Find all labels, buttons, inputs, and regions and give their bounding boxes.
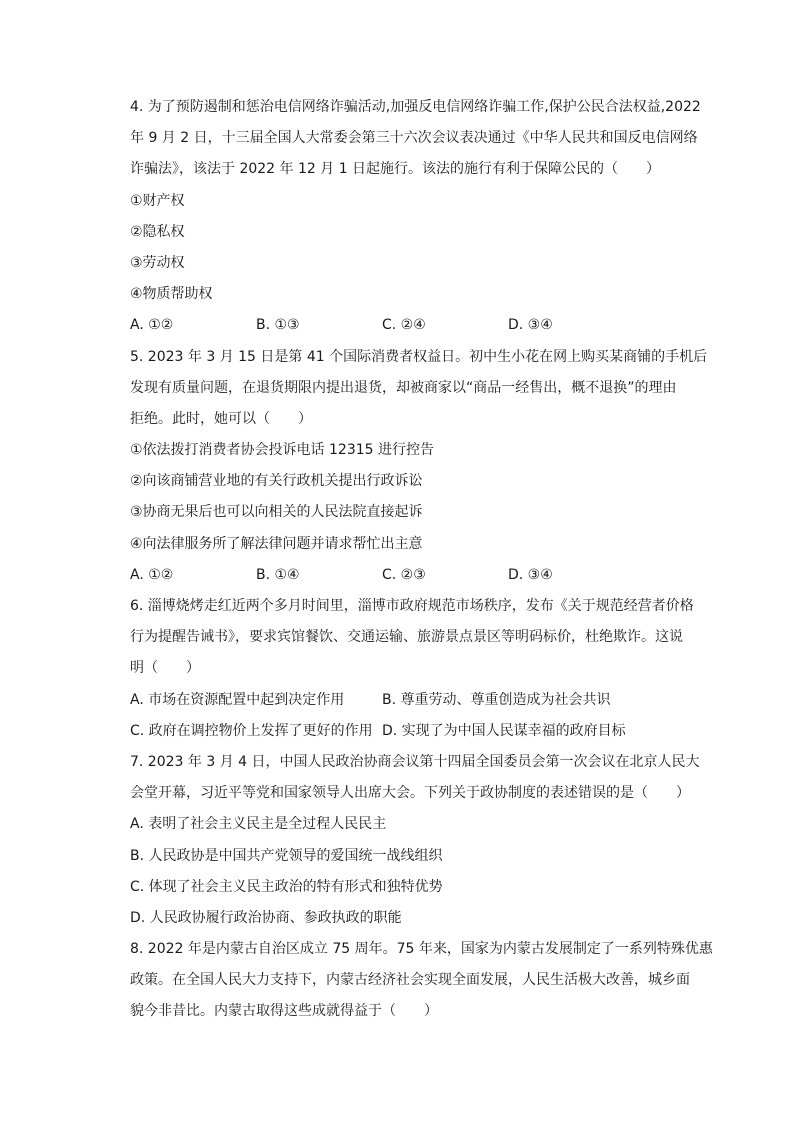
question-5-stem-line-3: 拒绝。此时，她可以（ ） bbox=[130, 410, 312, 427]
question-4-options bbox=[130, 310, 690, 341]
question-5-item-1: ①依法拨打消费者协会投诉电话 12315 进行控告 bbox=[130, 442, 434, 459]
question-list bbox=[130, 92, 713, 1028]
question-8-stem-line-2: 政策。在全国人民大力支持下，内蒙古经济社会实现全面发展，人民生活极大改善，城乡面 bbox=[130, 972, 690, 989]
question-6 bbox=[130, 591, 694, 747]
question-6-stem-line-1: 6. 淄博烧烤走红近两个多月时间里，淄博市政府规范市场秩序，发布《关于规范经营者价格 bbox=[130, 598, 694, 614]
question-6-option-c: C. 政府在调控物价上发挥了更好的作用 bbox=[130, 722, 373, 739]
question-4-item-2: ②隐私权 bbox=[130, 223, 185, 240]
question-6-option-b: B. 尊重劳动、尊重创造成为社会共识 bbox=[382, 691, 611, 708]
question-6-stem-line-2: 行为提醒告诫书》，要求宾馆餐饮、交通运输、旅游景点景区等明码标价，杜绝欺诈。这说 bbox=[130, 629, 683, 646]
question-4-stem-line-3: 诈骗法》，该法于 2022 年 12 月 1 日起施行。该法的施行有利于保障公民的（ ） bbox=[130, 161, 661, 178]
question-4 bbox=[130, 92, 701, 342]
question-7-option-b: B. 人民政协是中国共产党领导的爱国统一战线组织 bbox=[130, 847, 443, 864]
question-4-stem-line-2: 年 9 月 2 日，十三届全国人大常委会第三十六次会议表决通过《中华人民共和国反电信网络 bbox=[130, 130, 698, 147]
question-7-option-a: A. 表明了社会主义民主是全过程人民民主 bbox=[130, 816, 387, 833]
question-6-options-row-2 bbox=[130, 716, 690, 747]
question-4-stem-line-1: 4. 为了预防遏制和惩治电信网络诈骗活动,加强反电信网络诈骗工作,保护公民合法权益,2022 bbox=[130, 99, 701, 115]
question-8-stem-line-3: 貌今非昔比。内蒙古取得这些成就得益于（ ） bbox=[130, 1003, 438, 1020]
question-4-item-3: ③劳动权 bbox=[130, 254, 185, 271]
question-4-item-1: ①财产权 bbox=[130, 192, 185, 209]
question-5-option-a: A. ①② bbox=[130, 566, 174, 583]
question-6-options-row-1 bbox=[130, 685, 690, 716]
question-4-item-4: ④物质帮助权 bbox=[130, 286, 213, 303]
question-7-stem-line-1: 7. 2023 年 3 月 4 日，中国人民政治协商会议第十四届全国委员会第一次会议在北京人民大 bbox=[130, 753, 700, 770]
question-6-option-d: D. 实现了为中国人民谋幸福的政府目标 bbox=[382, 722, 626, 739]
question-5-item-4: ④向法律服务所了解法律问题并请求帮忙出主意 bbox=[130, 535, 423, 552]
question-5-stem-line-2: 发现有质量问题，在退货期限内提出退货，却被商家以“商品一经售出，概不退换”的理由 bbox=[130, 379, 677, 396]
question-6-option-a: A. 市场在资源配置中起到决定作用 bbox=[130, 691, 345, 708]
question-5-option-d: D. ③④ bbox=[508, 566, 553, 583]
question-7-option-c: C. 体现了社会主义民主政治的特有形式和独特优势 bbox=[130, 878, 443, 895]
question-4-option-d: D. ③④ bbox=[508, 317, 553, 334]
question-5-option-c: C. ②③ bbox=[382, 566, 426, 583]
question-8 bbox=[130, 934, 713, 1028]
question-7 bbox=[130, 747, 700, 934]
question-7-stem-line-2: 会堂开幕，习近平等党和国家领导人出席大会。下列关于政协制度的表述错误的是（ ） bbox=[130, 785, 690, 802]
question-5 bbox=[130, 342, 708, 592]
question-6-stem-line-3: 明（ ） bbox=[130, 660, 200, 677]
question-4-option-b: B. ①③ bbox=[256, 317, 300, 334]
question-4-option-a: A. ①② bbox=[130, 317, 174, 334]
question-8-stem-line-1: 8. 2022 年是内蒙古自治区成立 75 周年。75 年来，国家为内蒙古发展制定了一系列特殊优惠 bbox=[130, 941, 713, 958]
question-5-item-2: ②向该商铺营业地的有关行政机关提出行政诉讼 bbox=[130, 473, 423, 490]
question-5-option-b: B. ①④ bbox=[256, 566, 300, 583]
question-4-option-c: C. ②④ bbox=[382, 317, 426, 334]
question-5-stem-line-1: 5. 2023 年 3 月 15 日是第 41 个国际消费者权益日。初中生小花在网上购买某商铺的手机后 bbox=[130, 348, 708, 365]
question-7-option-d: D. 人民政协履行政治协商、参政执政的职能 bbox=[130, 909, 402, 926]
question-5-options bbox=[130, 560, 690, 591]
question-5-item-3: ③协商无果后也可以向相关的人民法院直接起诉 bbox=[130, 504, 423, 521]
